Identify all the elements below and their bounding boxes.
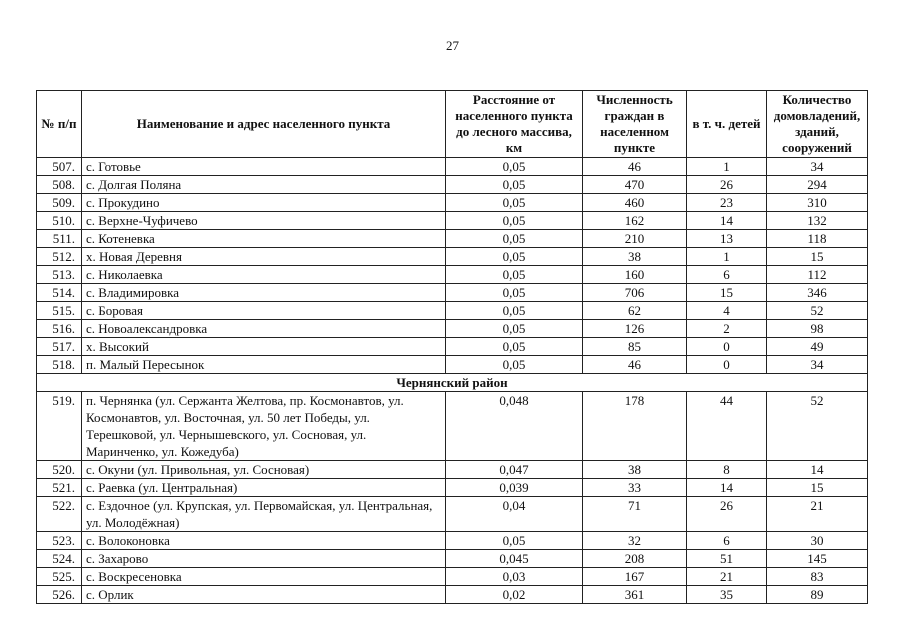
table-body-a bbox=[37, 158, 868, 374]
households-cell: 145 bbox=[767, 550, 868, 568]
children-cell: 1 bbox=[687, 158, 767, 176]
population-cell: 160 bbox=[583, 266, 687, 284]
children-cell: 0 bbox=[687, 338, 767, 356]
households-cell: 132 bbox=[767, 212, 868, 230]
table-row bbox=[37, 302, 868, 320]
header-children: в т. ч. детей bbox=[687, 91, 767, 158]
table-row bbox=[37, 586, 868, 604]
row-number: 515. bbox=[37, 302, 82, 320]
households-cell: 98 bbox=[767, 320, 868, 338]
distance-cell: 0,05 bbox=[446, 266, 583, 284]
population-cell: 167 bbox=[583, 568, 687, 586]
population-cell: 162 bbox=[583, 212, 687, 230]
distance-cell: 0,045 bbox=[446, 550, 583, 568]
distance-cell: 0,05 bbox=[446, 302, 583, 320]
households-cell: 83 bbox=[767, 568, 868, 586]
settlement-name: п. Чернянка (ул. Сержанта Желтова, пр. Космонавтов, ул. Космонавтов, ул. Восточная, ул. 50 лет Победы, ул. Терешковой, ул. Чернышевского, ул. Сосновая, ул. Маринченко, ул. Кожедуба) bbox=[82, 392, 446, 461]
row-number: 522. bbox=[37, 497, 82, 532]
distance-cell: 0,05 bbox=[446, 194, 583, 212]
settlement-name: с. Воскресеновка bbox=[82, 568, 446, 586]
settlement-name: х. Новая Деревня bbox=[82, 248, 446, 266]
distance-cell: 0,039 bbox=[446, 479, 583, 497]
row-number: 525. bbox=[37, 568, 82, 586]
row-number: 510. bbox=[37, 212, 82, 230]
row-number: 523. bbox=[37, 532, 82, 550]
distance-cell: 0,05 bbox=[446, 284, 583, 302]
distance-cell: 0,05 bbox=[446, 248, 583, 266]
population-cell: 46 bbox=[583, 158, 687, 176]
households-cell: 21 bbox=[767, 497, 868, 532]
population-cell: 71 bbox=[583, 497, 687, 532]
distance-cell: 0,05 bbox=[446, 158, 583, 176]
table-row bbox=[37, 284, 868, 302]
population-cell: 470 bbox=[583, 176, 687, 194]
table-row bbox=[37, 550, 868, 568]
children-cell: 23 bbox=[687, 194, 767, 212]
distance-cell: 0,05 bbox=[446, 532, 583, 550]
distance-cell: 0,03 bbox=[446, 568, 583, 586]
table-row bbox=[37, 248, 868, 266]
households-cell: 34 bbox=[767, 158, 868, 176]
row-number: 519. bbox=[37, 392, 82, 461]
table-row bbox=[37, 194, 868, 212]
children-cell: 8 bbox=[687, 461, 767, 479]
population-cell: 706 bbox=[583, 284, 687, 302]
population-cell: 178 bbox=[583, 392, 687, 461]
table-row bbox=[37, 392, 868, 461]
children-cell: 6 bbox=[687, 532, 767, 550]
row-number: 517. bbox=[37, 338, 82, 356]
table-body-b bbox=[37, 392, 868, 604]
children-cell: 1 bbox=[687, 248, 767, 266]
children-cell: 6 bbox=[687, 266, 767, 284]
children-cell: 15 bbox=[687, 284, 767, 302]
children-cell: 4 bbox=[687, 302, 767, 320]
table-row bbox=[37, 266, 868, 284]
households-cell: 52 bbox=[767, 302, 868, 320]
settlement-name: с. Волоконовка bbox=[82, 532, 446, 550]
households-cell: 112 bbox=[767, 266, 868, 284]
row-number: 524. bbox=[37, 550, 82, 568]
table-row bbox=[37, 356, 868, 374]
table-row bbox=[37, 568, 868, 586]
distance-cell: 0,048 bbox=[446, 392, 583, 461]
children-cell: 14 bbox=[687, 212, 767, 230]
households-cell: 15 bbox=[767, 479, 868, 497]
children-cell: 21 bbox=[687, 568, 767, 586]
settlement-name: с. Новоалександровка bbox=[82, 320, 446, 338]
children-cell: 2 bbox=[687, 320, 767, 338]
row-number: 513. bbox=[37, 266, 82, 284]
households-cell: 14 bbox=[767, 461, 868, 479]
table-row bbox=[37, 158, 868, 176]
children-cell: 14 bbox=[687, 479, 767, 497]
settlement-name: с. Николаевка bbox=[82, 266, 446, 284]
children-cell: 44 bbox=[687, 392, 767, 461]
settlement-name: с. Владимировка bbox=[82, 284, 446, 302]
row-number: 508. bbox=[37, 176, 82, 194]
children-cell: 51 bbox=[687, 550, 767, 568]
row-number: 516. bbox=[37, 320, 82, 338]
households-cell: 89 bbox=[767, 586, 868, 604]
table-row bbox=[37, 497, 868, 532]
households-cell: 346 bbox=[767, 284, 868, 302]
settlement-name: с. Раевка (ул. Центральная) bbox=[82, 479, 446, 497]
header-distance: Расстояние от населенного пункта до лесного массива, км bbox=[446, 91, 583, 158]
households-cell: 52 bbox=[767, 392, 868, 461]
table-row bbox=[37, 212, 868, 230]
header-num: № п/п bbox=[37, 91, 82, 158]
population-cell: 62 bbox=[583, 302, 687, 320]
distance-cell: 0,05 bbox=[446, 230, 583, 248]
distance-cell: 0,02 bbox=[446, 586, 583, 604]
settlement-name: с. Прокудино bbox=[82, 194, 446, 212]
header-households: Количество домовладений, зданий, сооружений bbox=[767, 91, 868, 158]
settlement-name: с. Готовье bbox=[82, 158, 446, 176]
page-number: 27 bbox=[446, 38, 459, 53]
table-row bbox=[37, 532, 868, 550]
row-number: 509. bbox=[37, 194, 82, 212]
settlement-name: х. Высокий bbox=[82, 338, 446, 356]
distance-cell: 0,04 bbox=[446, 497, 583, 532]
population-cell: 46 bbox=[583, 356, 687, 374]
population-cell: 208 bbox=[583, 550, 687, 568]
table-row bbox=[37, 461, 868, 479]
table-row bbox=[37, 230, 868, 248]
section-row bbox=[37, 374, 868, 392]
distance-cell: 0,05 bbox=[446, 356, 583, 374]
row-number: 512. bbox=[37, 248, 82, 266]
population-cell: 32 bbox=[583, 532, 687, 550]
children-cell: 35 bbox=[687, 586, 767, 604]
settlement-name: с. Ездочное (ул. Крупская, ул. Первомайская, ул. Центральная, ул. Молодёжная) bbox=[82, 497, 446, 532]
section-row-group bbox=[37, 374, 868, 392]
population-cell: 38 bbox=[583, 248, 687, 266]
section-title: Чернянский район bbox=[37, 374, 868, 392]
settlements-table bbox=[36, 90, 868, 604]
settlement-name: с. Захарово bbox=[82, 550, 446, 568]
table-row bbox=[37, 479, 868, 497]
settlement-name: с. Окуни (ул. Привольная, ул. Сосновая) bbox=[82, 461, 446, 479]
row-number: 507. bbox=[37, 158, 82, 176]
table-row bbox=[37, 176, 868, 194]
households-cell: 49 bbox=[767, 338, 868, 356]
settlement-name: с. Орлик bbox=[82, 586, 446, 604]
population-cell: 33 bbox=[583, 479, 687, 497]
households-cell: 34 bbox=[767, 356, 868, 374]
population-cell: 85 bbox=[583, 338, 687, 356]
settlement-name: с. Котеневка bbox=[82, 230, 446, 248]
settlement-name: с. Долгая Поляна bbox=[82, 176, 446, 194]
population-cell: 210 bbox=[583, 230, 687, 248]
children-cell: 0 bbox=[687, 356, 767, 374]
households-cell: 294 bbox=[767, 176, 868, 194]
distance-cell: 0,05 bbox=[446, 212, 583, 230]
households-cell: 118 bbox=[767, 230, 868, 248]
row-number: 521. bbox=[37, 479, 82, 497]
distance-cell: 0,05 bbox=[446, 338, 583, 356]
children-cell: 26 bbox=[687, 176, 767, 194]
children-cell: 13 bbox=[687, 230, 767, 248]
row-number: 511. bbox=[37, 230, 82, 248]
children-cell: 26 bbox=[687, 497, 767, 532]
row-number: 518. bbox=[37, 356, 82, 374]
row-number: 514. bbox=[37, 284, 82, 302]
header-population: Численность граждан в населенном пункте bbox=[583, 91, 687, 158]
table-row bbox=[37, 338, 868, 356]
table-header-row bbox=[37, 91, 868, 158]
header-name: Наименование и адрес населенного пункта bbox=[82, 91, 446, 158]
row-number: 526. bbox=[37, 586, 82, 604]
settlement-name: п. Малый Пересынок bbox=[82, 356, 446, 374]
population-cell: 126 bbox=[583, 320, 687, 338]
table-row bbox=[37, 320, 868, 338]
population-cell: 361 bbox=[583, 586, 687, 604]
distance-cell: 0,047 bbox=[446, 461, 583, 479]
households-cell: 30 bbox=[767, 532, 868, 550]
settlement-name: с. Боровая bbox=[82, 302, 446, 320]
population-cell: 460 bbox=[583, 194, 687, 212]
households-cell: 310 bbox=[767, 194, 868, 212]
distance-cell: 0,05 bbox=[446, 320, 583, 338]
population-cell: 38 bbox=[583, 461, 687, 479]
settlement-name: с. Верхне-Чуфичево bbox=[82, 212, 446, 230]
distance-cell: 0,05 bbox=[446, 176, 583, 194]
households-cell: 15 bbox=[767, 248, 868, 266]
row-number: 520. bbox=[37, 461, 82, 479]
